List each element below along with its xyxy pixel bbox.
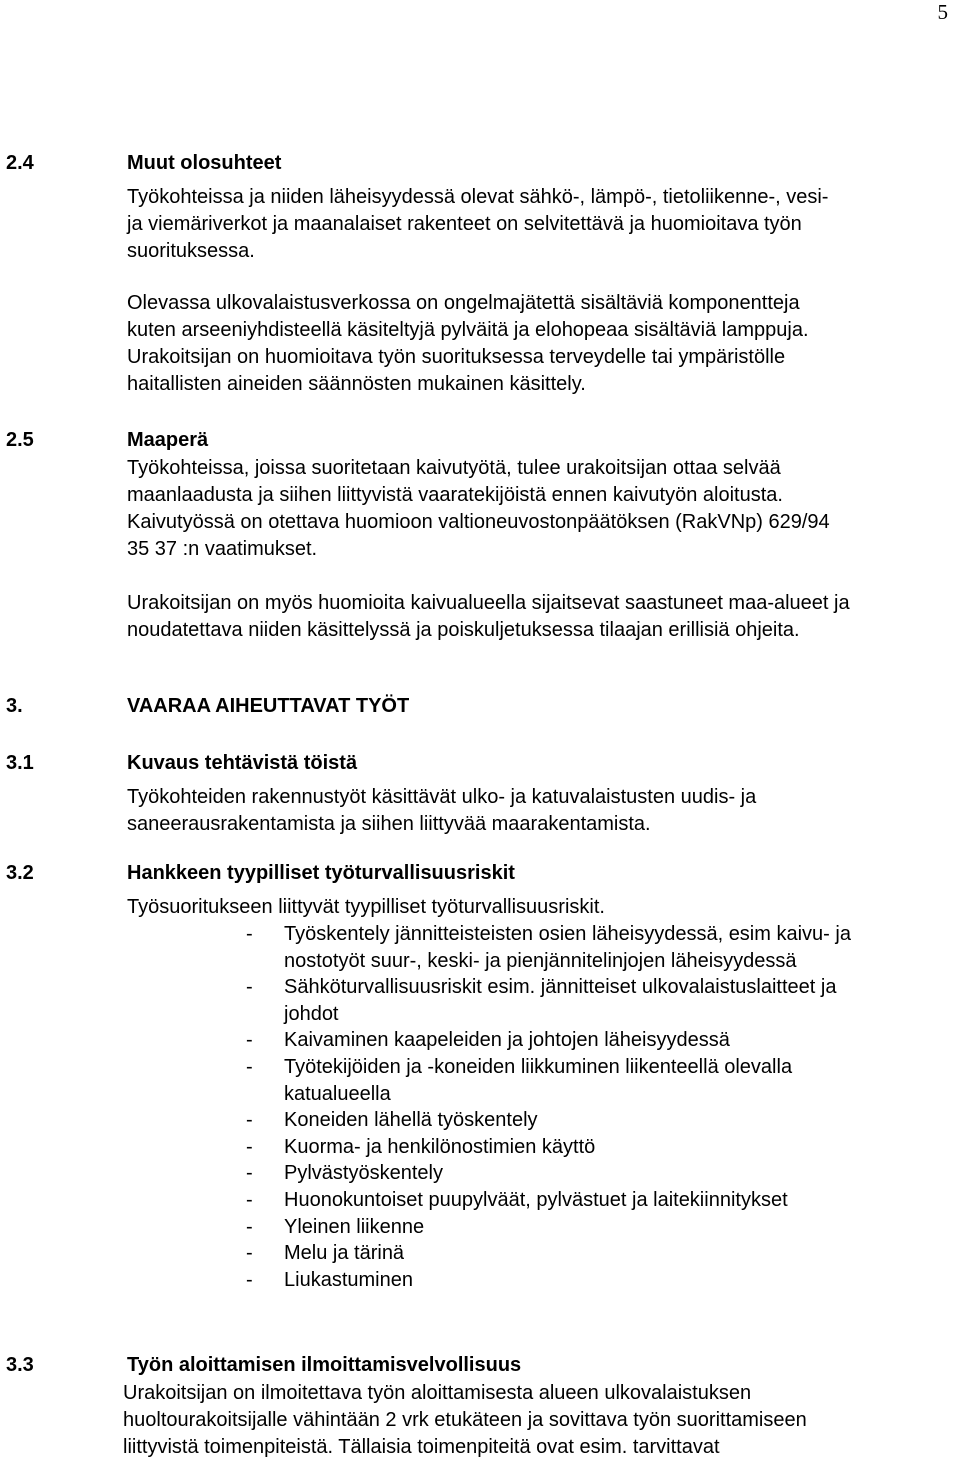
text-line: Urakoitsijan on huomioitava työn suorituksessa terveydelle tai ympäristölle: [127, 346, 786, 368]
text-line: haitallisten aineiden säännösten mukainen käsittely.: [127, 373, 586, 395]
text-line: liittyvistä toimenpiteistä. Tällaisia toimenpiteitä ovat esim. tarvittavat: [123, 1436, 720, 1458]
text-line: huoltourakoitsijalle vähintään 2 vrk etukäteen ja sovittava työn suorittamiseen: [123, 1409, 807, 1431]
risk-item: [246, 1267, 946, 1294]
text-line: ja viemäriverkot ja maanalaiset rakenteet on selvitettävä ja huomioitava työn: [127, 213, 802, 235]
text-line: Työkohteissa ja niiden läheisyydessä olevat sähkö-, lämpö-, tietoliikenne-, vesi-: [127, 186, 829, 208]
risk-item: [246, 1134, 946, 1161]
page-number: 5: [937, 0, 948, 24]
list-dash: -: [246, 1162, 253, 1185]
section-3-2-number: 3.2: [6, 862, 34, 884]
section-2-5-paragraph-1: [127, 455, 957, 563]
section-3-2-intro: [127, 894, 957, 921]
text-line: maanlaadusta ja siihen liittyvistä vaaratekijöistä ennen kaivutyön aloitusta.: [127, 484, 783, 506]
text-line: katualueella: [284, 1082, 391, 1105]
section-2-4-number: 2.4: [6, 152, 34, 174]
text-line: Urakoitsijan on ilmoitettava työn aloittamisesta alueen ulkovalaistuksen: [123, 1382, 752, 1404]
list-dash: -: [246, 1268, 253, 1291]
text-line: Kuorma- ja henkilönostimien käyttö: [284, 1135, 596, 1158]
text-line: Kaivutyössä on otettava huomioon valtioneuvostonpäätöksen (RakVNp) 629/94: [127, 511, 830, 533]
section-3-2-heading: Hankkeen tyypilliset työturvallisuusriskit: [127, 862, 515, 884]
list-dash: -: [246, 1109, 253, 1132]
section-3-number: 3.: [6, 695, 23, 717]
risk-item: [246, 1240, 946, 1267]
list-dash: -: [246, 1188, 253, 1211]
list-dash: -: [246, 1135, 253, 1158]
list-dash: -: [246, 923, 253, 945]
text-line: Koneiden lähellä työskentely: [284, 1109, 538, 1132]
risk-item: [246, 1187, 946, 1214]
risk-item: [246, 1214, 946, 1241]
list-dash: -: [246, 1215, 253, 1238]
section-3-3-number: 3.3: [6, 1354, 34, 1376]
text-line: Pylvästyöskentely: [284, 1162, 443, 1185]
text-line: Työsuoritukseen liittyvät tyypilliset työturvallisuusriskit.: [127, 896, 605, 918]
section-3-1-heading: Kuvaus tehtävistä töistä: [127, 752, 358, 774]
list-dash: -: [246, 976, 253, 999]
risk-item: [246, 1160, 946, 1187]
text-line: Olevassa ulkovalaistusverkossa on ongelmajätettä sisältäviä komponentteja: [127, 292, 800, 314]
text-line: Yleinen liikenne: [284, 1215, 425, 1238]
text-line: Työkohteiden rakennustyöt käsittävät ulko- ja katuvalaistusten uudis- ja: [127, 786, 757, 808]
section-2-5-paragraph-2: [127, 590, 957, 644]
text-line: suorituksessa.: [127, 240, 255, 262]
list-dash: -: [246, 1029, 253, 1052]
risk-item: [246, 921, 946, 974]
text-line: kuten arseeniyhdisteellä käsiteltyjä pylväitä ja elohopeaa sisältäviä lamppuja.: [127, 319, 809, 341]
text-line: Melu ja tärinä: [284, 1242, 405, 1265]
risk-item: [246, 1054, 946, 1107]
section-2-5-number: 2.5: [6, 429, 34, 451]
section-2-4-heading: Muut olosuhteet: [127, 152, 282, 174]
text-line: Liukastuminen: [284, 1268, 413, 1291]
section-2-4-paragraph-1: [127, 184, 957, 265]
section-3-3-heading: Työn aloittamisen ilmoittamisvelvollisuus: [127, 1354, 522, 1376]
text-line: saneerausrakentamista ja siihen liittyvää maarakentamista.: [127, 813, 651, 835]
text-line: Työtekijöiden ja -koneiden liikkuminen liikenteellä olevalla: [284, 1055, 793, 1078]
section-3-1-number: 3.1: [6, 752, 34, 774]
risk-item: [246, 1027, 946, 1054]
section-3-3-paragraph: [123, 1380, 953, 1461]
section-3-1-paragraph: [127, 784, 957, 838]
text-line: Työskentely jännitteisteisten osien läheisyydessä, esim kaivu- ja: [284, 923, 851, 945]
risk-item: [246, 1107, 946, 1134]
list-dash: -: [246, 1242, 253, 1265]
text-line: 35 37 :n vaatimukset.: [127, 538, 318, 560]
section-3-heading: VAARAA AIHEUTTAVAT TYÖT: [127, 695, 410, 717]
risk-list: [246, 921, 946, 1293]
text-line: noudatettava niiden käsittelyssä ja poiskuljetuksessa tilaajan erillisiä ohjeita.: [127, 619, 800, 641]
text-line: Työkohteissa, joissa suoritetaan kaivutyötä, tulee urakoitsijan ottaa selvää: [127, 457, 781, 479]
text-line: Sähköturvallisuusriskit esim. jännitteiset ulkovalaistuslaitteet ja: [284, 976, 837, 999]
risk-item: [246, 974, 946, 1027]
text-line: nostotyöt suur-, keski- ja pienjännitelinjojen läheisyydessä: [284, 949, 797, 972]
section-2-4-paragraph-2: [127, 290, 957, 398]
text-line: Kaivaminen kaapeleiden ja johtojen läheisyydessä: [284, 1029, 730, 1052]
section-2-5-heading: Maaperä: [127, 429, 209, 451]
text-line: johdot: [284, 1002, 339, 1025]
text-line: Urakoitsijan on myös huomioita kaivualueella sijaitsevat saastuneet maa-alueet ja: [127, 592, 850, 614]
text-line: Huonokuntoiset puupylväät, pylvästuet ja laitekiinnitykset: [284, 1188, 788, 1211]
list-dash: -: [246, 1055, 253, 1078]
